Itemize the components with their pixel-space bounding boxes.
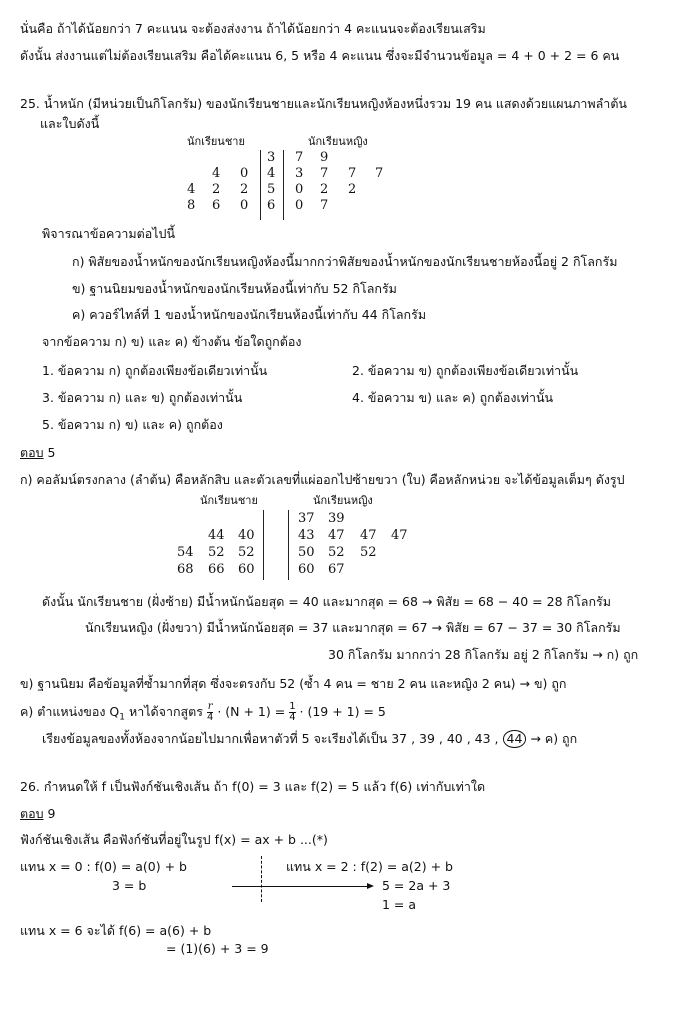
boy-value: 60 xyxy=(238,562,255,577)
choice-3: 3. ข้อความ ก) และ ข) ถูกต้องเท่านั้น xyxy=(42,390,243,405)
boy-value: 44 xyxy=(208,528,225,543)
answer-label: ตอบ xyxy=(20,806,44,821)
boys-label: นักเรียนชาย xyxy=(187,135,245,148)
boy-value: 52 xyxy=(238,545,255,560)
girl-leaf: 7 xyxy=(375,166,384,181)
girl-leaf: 9 xyxy=(320,150,329,165)
sorted-conclusion: → ค) ถูก xyxy=(526,731,578,746)
stem-5: 5 xyxy=(267,182,276,197)
statement-b: ข) ฐานนิยมของน้ำหนักของนักเรียนห้องนี้เท่ากับ 52 กิโลกรัม xyxy=(72,281,397,296)
boy-leaf: 6 xyxy=(212,198,221,213)
range-boys: ดังนั้น นักเรียนชาย (ฝั่งซ้าย) มีน้ำหนักน้อยสุด = 40 และมากสุด = 68 → พิสัย = 68 − 40 = 28 กิโลกรัม xyxy=(42,594,611,609)
answer-value: 5 xyxy=(47,445,56,460)
choice-2: 2. ข้อความ ข) ถูกต้องเพียงข้อเดียวเท่านั้น xyxy=(352,363,579,378)
quartile-subscript: 1 xyxy=(119,712,125,723)
statement-a: ก) พิสัยของน้ำหนักของนักเรียนหญิงห้องนี้มากกว่าพิสัยของน้ำหนักของนักเรียนชายห้องนี้อยู่ 2 กิโลกรัม xyxy=(72,254,618,269)
substitute-x0: แทน x = 0 : f(0) = a(0) + b xyxy=(20,859,187,874)
linear-definition: ฟังก์ชันเชิงเส้น คือฟังก์ชันที่อยู่ในรูป f(x) = ax + b ...(*) xyxy=(20,832,328,847)
answer-label: ตอบ xyxy=(20,445,44,460)
girl-leaf: 2 xyxy=(348,182,357,197)
sorted-data xyxy=(42,730,577,748)
substitute-x6: แทน x = 6 จะได้ f(6) = a(6) + b xyxy=(20,923,212,938)
girl-leaf: 7 xyxy=(320,198,329,213)
range-girls: นักเรียนหญิง (ฝั่งขวา) มีน้ำหนักน้อยสุด = 37 และมากสุด = 67 → พิสัย = 67 − 37 = 30 กิโลกรัม xyxy=(85,620,621,635)
girl-value: 47 xyxy=(391,528,408,543)
boy-value: 68 xyxy=(177,562,194,577)
girl-leaf: 7 xyxy=(348,166,357,181)
substitute-x6-result: = (1)(6) + 3 = 9 xyxy=(166,941,269,956)
q25-question: จากข้อความ ก) ข) และ ค) ข้างต้น ข้อใดถูกต้อง xyxy=(42,334,302,349)
intro-line-1: นั่นคือ ถ้าได้น้อยกว่า 7 คะแนน จะต้องส่งงาน ถ้าได้น้อยกว่า 4 คะแนนจะต้องเรียนเสริม xyxy=(20,21,486,36)
statement-c: ค) ควอร์ไทล์ที่ 1 ของน้ำหนักของนักเรียนห้องนี้เท่ากับ 44 กิโลกรัม xyxy=(72,307,427,322)
boy-value: 66 xyxy=(208,562,225,577)
boy-value: 52 xyxy=(208,545,225,560)
q25-line-1: 25. น้ำหนัก (มีหน่วยเป็นกิโลกรัม) ของนักเรียนชายและนักเรียนหญิงห้องหนึ่งรวม 19 คน แสดงด้วยแผนภาพลำต้น xyxy=(20,96,627,111)
girl-leaf: 2 xyxy=(320,182,329,197)
arrow-icon xyxy=(232,886,372,887)
girls-label-2: นักเรียนหญิง xyxy=(313,494,373,507)
circled-value: 44 xyxy=(503,730,527,748)
boy-leaf: 2 xyxy=(240,182,249,197)
choice-5: 5. ข้อความ ก) ข) และ ค) ถูกต้อง xyxy=(42,417,223,432)
stem-6: 6 xyxy=(267,198,276,213)
girl-value: 60 xyxy=(298,562,315,577)
formula-result: · (19 + 1) = 5 xyxy=(295,704,386,719)
range-conclusion: 30 กิโลกรัม มากกว่า 28 กิโลกรัม อยู่ 2 กิโลกรัม → ก) ถูก xyxy=(328,647,639,662)
boy-leaf: 4 xyxy=(187,182,196,197)
boy-leaf: 0 xyxy=(240,166,249,181)
q26-line-1: 26. กำหนดให้ f เป็นฟังก์ชันเชิงเส้น ถ้า f(0) = 3 และ f(2) = 5 แล้ว f(6) เท่ากับเท่าใด xyxy=(20,779,486,794)
choice-4: 4. ข้อความ ข) และ ค) ถูกต้องเท่านั้น xyxy=(352,390,554,405)
girl-leaf: 3 xyxy=(295,166,304,181)
girl-leaf: 0 xyxy=(295,198,304,213)
girl-value: 47 xyxy=(328,528,345,543)
boy-leaf: 8 xyxy=(187,198,196,213)
q25-answer xyxy=(20,444,56,462)
boys-label-2: นักเรียนชาย xyxy=(200,494,258,507)
girl-leaf: 7 xyxy=(320,166,329,181)
formula-part: · (N + 1) = xyxy=(213,704,290,719)
solution-a: ก) คอลัมน์ตรงกลาง (ลำต้น) คือหลักสิบ และตัวเลขที่แผ่ออกไปซ้ายขวา (ใบ) คือหลักหน่วย จะได้ข้อมูลเต็มๆ ดังรูป xyxy=(20,472,625,487)
consider-label: พิจารณาข้อความต่อไปนี้ xyxy=(42,226,175,241)
girl-leaf: 0 xyxy=(295,182,304,197)
stem-4: 4 xyxy=(267,166,276,181)
girl-value: 37 xyxy=(298,511,315,526)
girls-label: นักเรียนหญิง xyxy=(308,135,368,148)
girl-leaf: 7 xyxy=(295,150,304,165)
substitute-x2: แทน x = 2 : f(2) = a(2) + b xyxy=(286,859,453,874)
fraction-numerator: r xyxy=(207,701,213,712)
boy-value: 40 xyxy=(238,528,255,543)
substitute-x2-result: 1 = a xyxy=(382,897,417,912)
boy-leaf: 4 xyxy=(212,166,221,181)
fraction-denominator: 4 xyxy=(289,712,296,723)
girl-value: 52 xyxy=(328,545,345,560)
mode-solution: ข) ฐานนิยม คือข้อมูลที่ซ้ำมากที่สุด ซึ่งจะตรงกับ 52 (ซ้ำ 4 คน = ชาย 2 คน และหญิง 2 คน) → ข) ถูก xyxy=(20,676,567,691)
quartile-solution xyxy=(20,700,386,730)
q26-answer xyxy=(20,805,56,823)
formula-label: หาได้จากสูตร xyxy=(125,704,207,719)
fraction-denominator: 4 xyxy=(206,712,214,723)
sorted-text: เรียงข้อมูลของทั้งห้องจากน้อยไปมากเพื่อหาตัวที่ 5 จะเรียงได้เป็น 37 , 39 , 40 , 43 , xyxy=(42,731,503,746)
boy-value: 54 xyxy=(177,545,194,560)
girl-value: 52 xyxy=(360,545,377,560)
stem-3: 3 xyxy=(267,150,276,165)
choice-1: 1. ข้อความ ก) ถูกต้องเพียงข้อเดียวเท่านั้น xyxy=(42,363,268,378)
substitute-x2-step: 5 = 2a + 3 xyxy=(382,878,451,893)
fraction-numerator: 1 xyxy=(289,701,296,712)
girl-value: 47 xyxy=(360,528,377,543)
quartile-text: ค) ตำแหน่งของ Q xyxy=(20,704,120,719)
girl-value: 67 xyxy=(328,562,345,577)
q25-line-2: และใบดังนี้ xyxy=(40,116,100,131)
girl-value: 43 xyxy=(298,528,315,543)
girl-value: 50 xyxy=(298,545,315,560)
girl-value: 39 xyxy=(328,511,345,526)
answer-value: 9 xyxy=(47,806,56,821)
boy-leaf: 0 xyxy=(240,198,249,213)
substitute-x0-result: 3 = b xyxy=(112,878,147,893)
boy-leaf: 2 xyxy=(212,182,221,197)
intro-line-2: ดังนั้น ส่งงานแต่ไม่ต้องเรียนเสริม คือได้คะแนน 6, 5 หรือ 4 คะแนน ซึ่งจะมีจำนวนข้อมูล = 4 + 0 + 2 = 6 คน xyxy=(20,48,620,63)
